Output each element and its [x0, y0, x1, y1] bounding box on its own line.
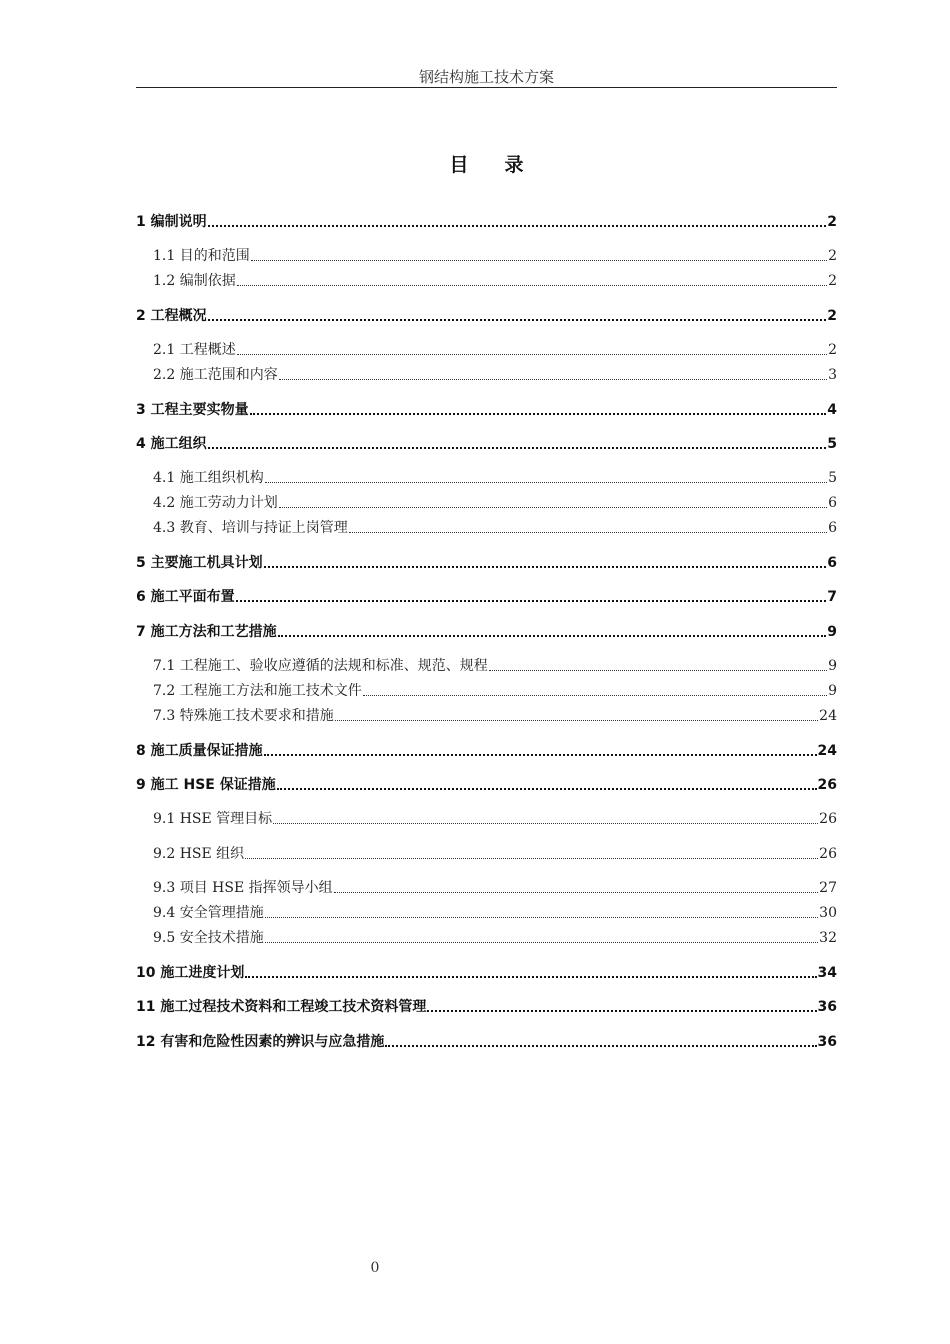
- toc-entry-label: 1 编制说明: [136, 214, 207, 230]
- toc-entry-page: 9: [828, 683, 837, 699]
- toc-entry-section[interactable]: [136, 928, 837, 948]
- toc-entry-label: 2.1 工程概述: [153, 342, 236, 358]
- toc-entry-section[interactable]: [136, 365, 837, 385]
- toc-dot-leader: [264, 754, 817, 756]
- toc-entry-page: 6: [827, 555, 837, 571]
- toc-dot-leader: [273, 823, 818, 824]
- toc-dot-leader: [237, 285, 827, 286]
- toc-entry-page: 32: [819, 930, 837, 946]
- toc-entry-section[interactable]: [136, 656, 837, 676]
- toc-entry-label: 4.1 施工组织机构: [153, 470, 264, 486]
- toc-entry-label: 4 施工组织: [136, 436, 207, 452]
- toc-dot-leader: [265, 482, 827, 483]
- toc-entry-chapter[interactable]: [136, 553, 837, 573]
- toc-entry-section[interactable]: [136, 340, 837, 360]
- toc-entry-chapter[interactable]: [136, 400, 837, 420]
- toc-entry-page: 5: [828, 470, 837, 486]
- toc-entry-chapter[interactable]: [136, 622, 837, 642]
- toc-title: 目录: [449, 154, 560, 176]
- toc-dot-leader: [385, 1045, 816, 1047]
- toc-entry-label: 9 施工 HSE 保证措施: [136, 777, 276, 793]
- toc-entry-page: 26: [817, 777, 837, 793]
- toc-entry-section[interactable]: [136, 844, 837, 864]
- toc-dot-leader: [251, 260, 827, 261]
- toc-dot-leader: [245, 858, 818, 859]
- toc-entry-section[interactable]: [136, 878, 837, 898]
- toc-entry-chapter[interactable]: [136, 306, 837, 326]
- toc-entry-label: 7.1 工程施工、验收应遵循的法规和标准、规范、规程: [153, 658, 488, 674]
- toc-entry-label: 1.2 编制依据: [153, 273, 236, 289]
- toc-entry-page: 24: [819, 708, 837, 724]
- toc-dot-leader: [279, 507, 827, 508]
- toc-dot-leader: [265, 917, 818, 918]
- toc-dot-leader: [278, 635, 827, 637]
- toc-dot-leader: [236, 600, 827, 602]
- toc-entry-page: 4: [827, 402, 837, 418]
- toc-entry-label: 9.1 HSE 管理目标: [153, 811, 273, 827]
- toc-dot-leader: [277, 788, 817, 790]
- toc-entry-chapter[interactable]: [136, 1032, 837, 1052]
- toc-entry-section[interactable]: [136, 809, 837, 829]
- toc-entry-label: 9.5 安全技术措施: [153, 930, 264, 946]
- toc-dot-leader: [349, 532, 827, 533]
- toc-entry-label: 9.3 项目 HSE 指挥领导小组: [153, 880, 333, 896]
- toc-entry-label: 7.3 特殊施工技术要求和措施: [153, 708, 334, 724]
- toc-entry-page: 2: [827, 214, 837, 230]
- toc-dot-leader: [208, 319, 827, 321]
- toc-entry-label: 9.4 安全管理措施: [153, 905, 264, 921]
- toc-entry-page: 9: [827, 624, 837, 640]
- toc-entry-label: 2.2 施工范围和内容: [153, 367, 278, 383]
- toc-entry-page: 2: [828, 342, 837, 358]
- toc-entry-page: 26: [819, 846, 837, 862]
- toc-entry-label: 3 工程主要实物量: [136, 402, 249, 418]
- toc-entry-section[interactable]: [136, 706, 837, 726]
- toc-entry-chapter[interactable]: [136, 775, 837, 795]
- toc-entry-page: 24: [817, 743, 837, 759]
- toc-entry-section[interactable]: [136, 468, 837, 488]
- toc-entry-page: 30: [819, 905, 837, 921]
- toc-entry-page: 7: [827, 589, 837, 605]
- toc-entry-section[interactable]: [136, 271, 837, 291]
- toc-entry-label: 7 施工方法和工艺措施: [136, 624, 277, 640]
- toc-entry-chapter[interactable]: [136, 963, 837, 983]
- toc-dot-leader: [265, 942, 818, 943]
- toc-entry-page: 9: [828, 658, 837, 674]
- toc-entry-chapter[interactable]: [136, 212, 837, 232]
- page-header-title: 钢结构施工技术方案: [418, 68, 554, 86]
- toc-entry-section[interactable]: [136, 903, 837, 923]
- toc-entry-page: 36: [817, 999, 837, 1015]
- toc-entry-page: 6: [828, 520, 837, 536]
- toc-entry-label: 4.2 施工劳动力计划: [153, 495, 278, 511]
- toc-dot-leader: [250, 413, 827, 415]
- toc-entry-page: 2: [828, 273, 837, 289]
- table-of-contents: [136, 0, 837, 1200]
- toc-dot-leader: [335, 720, 818, 721]
- toc-dot-leader: [279, 379, 827, 380]
- toc-entry-page: 2: [827, 308, 837, 324]
- toc-entry-label: 8 施工质量保证措施: [136, 743, 263, 759]
- toc-entry-label: 11 施工过程技术资料和工程竣工技术资料管理: [136, 999, 427, 1015]
- toc-dot-leader: [427, 1010, 816, 1012]
- toc-dot-leader: [237, 354, 827, 355]
- toc-dot-leader: [208, 225, 827, 227]
- toc-entry-page: 36: [817, 1034, 837, 1050]
- toc-entry-label: 10 施工进度计划: [136, 965, 245, 981]
- toc-dot-leader: [245, 976, 816, 978]
- toc-entry-page: 27: [819, 880, 837, 896]
- toc-entry-section[interactable]: [136, 681, 837, 701]
- toc-dot-leader: [264, 566, 827, 568]
- toc-entry-page: 5: [827, 436, 837, 452]
- toc-entry-label: 7.2 工程施工方法和施工技术文件: [153, 683, 362, 699]
- toc-entry-page: 26: [819, 811, 837, 827]
- toc-entry-chapter[interactable]: [136, 434, 837, 454]
- toc-entry-label: 5 主要施工机具计划: [136, 555, 263, 571]
- toc-entry-label: 4.3 教育、培训与持证上岗管理: [153, 520, 348, 536]
- toc-entry-page: 34: [817, 965, 837, 981]
- toc-entry-label: 1.1 目的和范围: [153, 248, 250, 264]
- toc-dot-leader: [489, 670, 827, 671]
- toc-entry-section[interactable]: [136, 493, 837, 513]
- toc-dot-leader: [363, 695, 827, 696]
- toc-entry-chapter[interactable]: [136, 587, 837, 607]
- toc-entry-label: 2 工程概况: [136, 308, 207, 324]
- toc-entry-chapter[interactable]: [136, 741, 837, 761]
- toc-entry-section[interactable]: [136, 518, 837, 538]
- toc-entry-chapter[interactable]: [136, 997, 837, 1017]
- toc-entry-label: 6 施工平面布置: [136, 589, 235, 605]
- toc-entry-page: 2: [828, 248, 837, 264]
- toc-dot-leader: [208, 447, 827, 449]
- toc-entry-page: 6: [828, 495, 837, 511]
- toc-entry-label: 12 有害和危险性因素的辨识与应急措施: [136, 1034, 385, 1050]
- toc-dot-leader: [334, 892, 819, 893]
- toc-entry-page: 3: [828, 367, 837, 383]
- toc-entry-label: 9.2 HSE 组织: [153, 846, 245, 862]
- toc-entry-section[interactable]: [136, 246, 837, 266]
- page-number: 0: [370, 1260, 380, 1276]
